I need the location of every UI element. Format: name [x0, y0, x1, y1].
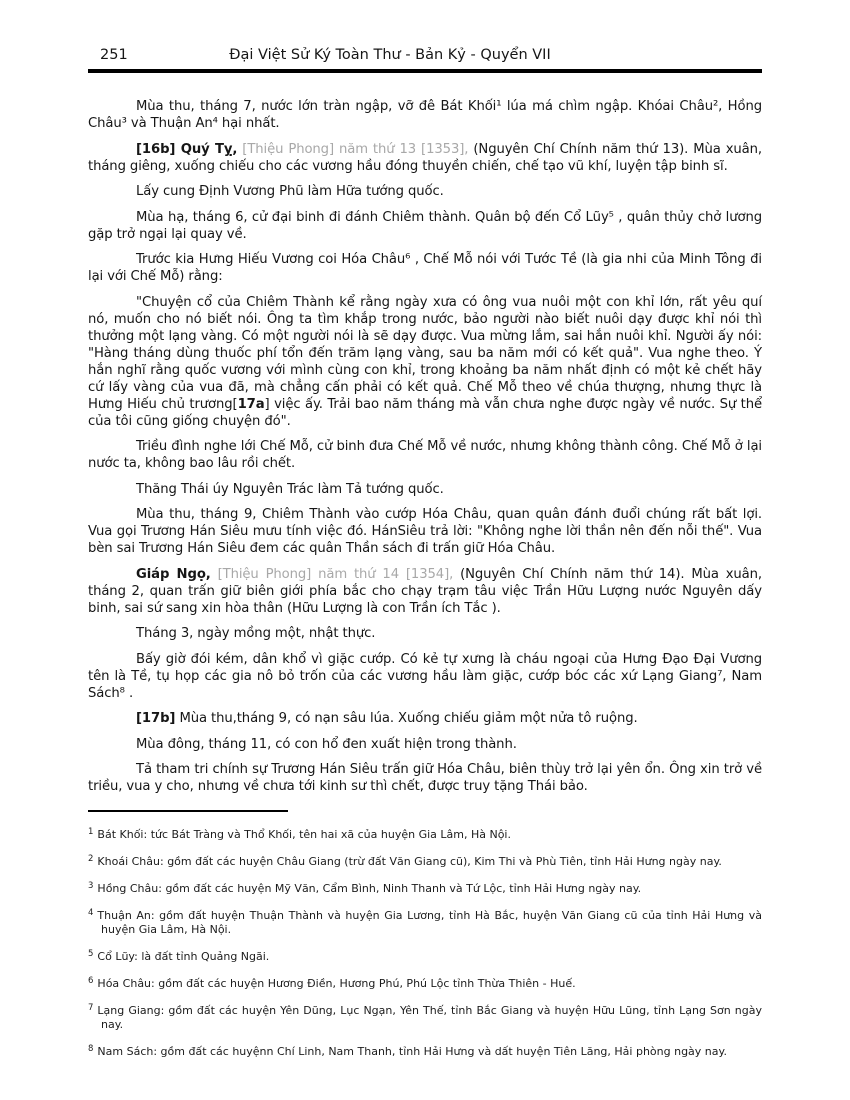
footnote-text: Thuận An: gồm đất huyện Thuận Thành và huyện Gia Lương, tỉnh Hà Bắc, huyện Văn Giang cũ của tỉnh Hải Hưng và huyện Gia Lâm, Hà Nội. [97, 909, 762, 936]
footnote-marker: 5 [88, 949, 94, 959]
header-rule [88, 69, 762, 73]
paragraph-text: Tháng 3, ngày mồng một, nhật thực. [136, 626, 376, 641]
paragraph-text: Thăng Thái úy Nguyên Trác làm Tả tướng quốc. [136, 481, 444, 497]
body-paragraph [88, 209, 762, 243]
paragraph-text: Bấy giờ đói kém, dân khổ vì giặc cướp. Có kẻ tự xưng là cháu ngoại của Hưng Đạo Đại Vương tên là Tề, tụ họp các gia nô bỏ trốn của các vương hầu làm giặc, cướp bóc các xứ Lạng Giang⁷, Nam Sách⁸ . [88, 651, 762, 701]
paragraph-text: Mùa hạ, tháng 6, cử đại binh đi đánh Chiêm thành. Quân bộ đến Cổ Lũy⁵ , quân thủy chở lương gặp trở ngại lại quay về. [88, 209, 762, 242]
paragraph-text: Tả tham tri chính sự Trương Hán Siêu trấn giữ Hóa Châu, biên thùy trở lại yên ổn. Ông xin trở về triều, vua y cho, nhưng về chưa tới kinh sư thì chết, được truy tặng Thái bảo. [88, 762, 762, 794]
entry-date: Giáp Ngọ, [136, 566, 211, 582]
footnote [88, 879, 762, 896]
paragraph-text: (Nguyên Chí Chính năm thứ 14). Mùa xuân, tháng 2, quan trấn giữ biên giới phía bắc cho chạy trạm tâu việc Trần Hữu Lượng nước Nguyên dấy binh, sai sứ sang xin hòa thân (Hữu Lượng là con Trần ích Tắc ). [88, 566, 763, 616]
folio-marker: [17b] [136, 711, 176, 726]
body-paragraph [88, 566, 762, 617]
paragraph-text: "Chuyện cổ của Chiêm Thành kể rằng ngày xưa có ông vua nuôi một con khỉ lớn, rất yêu quí nó, muốn cho nó biết nói. Ông ta tìm khắp trong nước, bảo người nào biết nuôi dạy được khỉ nói thì thưởng một lạng vàng. Có một người nói là sẽ dạy được. Vua mừng lắm, sai hắn nuôi khỉ. Người ấy nói: "Hàng tháng dùng thuốc phí tổn đến trăm lạng vàng, sau ba năm mới có kết quả". Vua nghe theo. Ý hắn nghĩ rằng quốc vương với mình cùng con khỉ, trong khoảng ba năm nhất định có một kẻ chết hãy cứ lấy vàng của vua đã, mà chẳng cấn phải có kết quả. Chế Mỗ theo về chúa thượng, nhưng thực là Hưng Hiếu chủ trương[ [88, 294, 762, 412]
body-paragraph [88, 251, 762, 285]
body-paragraph [88, 651, 762, 702]
footnote-text: Hồng Châu: gồm đất các huyện Mỹ Văn, Cẩm Bình, Ninh Thanh và Tứ Lộc, tỉnh Hải Hưng ngày nay. [97, 882, 642, 895]
paragraph-text: Trước kia Hưng Hiếu Vương coi Hóa Châu⁶ , Chế Mỗ nói với Tước Tề (là gia nhi của Minh Tông đi lại với Chế Mỗ) rằng: [88, 252, 762, 284]
footnote-marker: 7 [88, 1003, 94, 1013]
body-paragraph [88, 506, 762, 557]
paragraph-text: Mùa thu, tháng 7, nước lớn tràn ngập, vỡ đê Bát Khối¹ lúa má chìm ngập. Khóai Châu², Hồng Châu³ và Thuận An⁴ hại nhất. [88, 99, 762, 131]
paragraph-text: Mùa thu,tháng 9, có nạn sâu lúa. Xuống chiếu giảm một nửa tô ruộng. [175, 711, 638, 726]
paragraph-text: (Nguyên Chí Chính năm thứ 13). Mùa xuân, tháng giêng, xuống chiếu cho các vương hầu đóng thuyền chiến, chế tạo vũ khí, luyện tập binh sĩ. [88, 141, 763, 174]
paragraph-text: Lấy cung Định Vương Phũ làm Hữa tướng quốc. [136, 184, 444, 199]
footnote [88, 974, 762, 991]
document-body [88, 98, 762, 795]
page-header [88, 46, 762, 65]
entry-date: [16b] Quý Tỵ, [136, 141, 238, 157]
footnote [88, 852, 762, 869]
paragraph-text: Triều đình nghe lới Chế Mỗ, cử binh đưa Chế Mỗ về nước, nhưng không thành công. Chế Mỗ ở lại nước ta, không bao lâu rồi chết. [88, 439, 762, 471]
footnote-marker: 4 [88, 908, 94, 918]
footnote-marker: 1 [88, 827, 94, 837]
footnote-text: Cổ Lũy: là đất tỉnh Quảng Ngãi. [97, 950, 270, 963]
footnote [88, 1001, 762, 1032]
footnote [88, 1042, 762, 1059]
paragraph-text: Mùa đông, tháng 11, có con hổ đen xuất hiện trong thành. [136, 736, 517, 752]
footnote-text: Khoái Châu: gồm đất các huyện Châu Giang (trừ đất Văn Giang cũ), Kim Thi và Phù Tiên, tỉnh Hải Hưng ngày nay. [97, 855, 722, 868]
body-paragraph [88, 736, 762, 753]
body-paragraph [88, 710, 762, 727]
footnote-text: Hóa Châu: gồm đất các huyện Hương Điền, Hương Phú, Phú Lộc tỉnh Thừa Thiên - Huế. [97, 977, 576, 990]
page-number: 251 [100, 47, 128, 63]
body-paragraph [88, 98, 762, 132]
footnote-separator [88, 810, 288, 812]
footnote-text: Bát Khối: tức Bát Tràng và Thổ Khối, tên hai xã của huyện Gia Lâm, Hà Nội. [97, 828, 511, 841]
footnote-text: Nam Sách: gồm đất các huyệnn Chí Linh, Nam Thanh, tỉnh Hải Hưng và dất huyện Tiên Lăng, Hải phòng ngày nay. [97, 1045, 727, 1058]
body-paragraph [88, 625, 762, 642]
body-paragraph [88, 438, 762, 472]
folio-marker: 17a [237, 396, 265, 412]
body-paragraph [88, 294, 762, 430]
footnote [88, 825, 762, 842]
footnote [88, 947, 762, 964]
paragraph-text: Mùa thu, tháng 9, Chiêm Thành vào cướp Hóa Châu, quan quân đánh đuổi chúng rất bất lợi. Vua gọi Trương Hán Siêu mưu tính việc đó. HánSiêu trả lời: "Không nghe lời thần nên đến nỗi thế". Vua bèn sai Trương Hán Siêu đem các quân Thần sách đi trấn giữ Hóa Châu. [88, 507, 762, 556]
era-label: [Thiệu Phong] năm thứ 14 [1354], [210, 566, 454, 582]
body-paragraph [88, 481, 762, 498]
footnote-marker: 2 [88, 854, 94, 864]
footnote-marker: 6 [88, 976, 94, 986]
footnote [88, 906, 762, 937]
era-label: [Thiệu Phong] năm thứ 13 [1353], [237, 141, 469, 157]
body-paragraph [88, 141, 762, 175]
body-paragraph [88, 761, 762, 795]
footnote-marker: 3 [88, 881, 94, 891]
footnote-text: Lạng Giang: gồm đất các huyện Yên Dũng, Lục Ngạn, Yên Thế, tỉnh Bắc Giang và huyện Hữu Lũng, tỉnh Lạng Sơn ngày nay. [97, 1004, 762, 1031]
footnote-marker: 8 [88, 1044, 94, 1054]
body-paragraph [88, 183, 762, 200]
footnotes-section [88, 825, 762, 1059]
page-title: Đại Việt Sử Ký Toàn Thư - Bản Kỷ - Quyển VII [229, 47, 551, 63]
paragraph-text: ] việc ấy. Trải bao năm tháng mà vẫn chưa nghe được ngày về nước. Sự thể của tôi cũng giống chuyện đó". [88, 396, 762, 429]
